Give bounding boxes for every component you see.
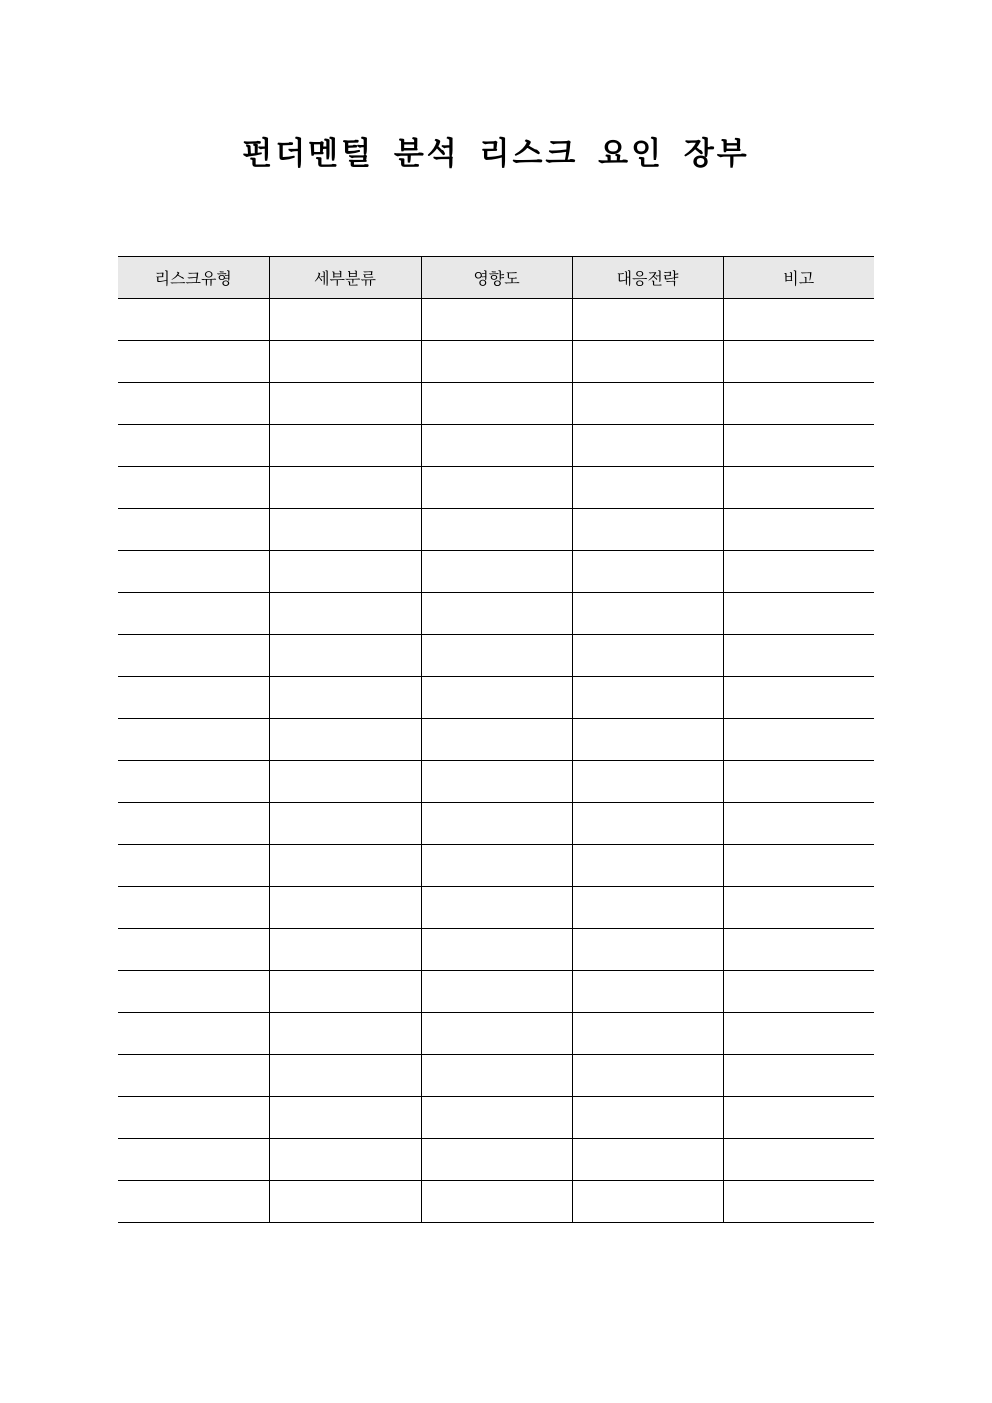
table-row	[118, 929, 874, 971]
table-cell-response-strategy[interactable]	[572, 1139, 723, 1181]
table-cell-risk-type[interactable]	[118, 425, 269, 467]
table-cell-impact[interactable]	[421, 635, 572, 677]
page-title: 펀더멘털 분석 리스크 요인 장부	[242, 136, 750, 172]
table-cell-response-strategy[interactable]	[572, 551, 723, 593]
table-cell-response-strategy[interactable]	[572, 341, 723, 383]
table-cell-response-strategy[interactable]	[572, 1013, 723, 1055]
table-cell-remarks[interactable]	[723, 1181, 874, 1223]
table-cell-response-strategy[interactable]	[572, 467, 723, 509]
table-cell-response-strategy[interactable]	[572, 803, 723, 845]
table-cell-remarks[interactable]	[723, 341, 874, 383]
table-cell-impact[interactable]	[421, 1055, 572, 1097]
table-cell-response-strategy[interactable]	[572, 887, 723, 929]
column-header-impact: 영향도	[421, 257, 572, 299]
table-cell-impact[interactable]	[421, 803, 572, 845]
table-cell-risk-type[interactable]	[118, 383, 269, 425]
table-cell-remarks[interactable]	[723, 1139, 874, 1181]
table-cell-risk-type[interactable]	[118, 803, 269, 845]
table-cell-remarks[interactable]	[723, 1097, 874, 1139]
table-cell-subcategory[interactable]	[269, 929, 421, 971]
table-cell-response-strategy[interactable]	[572, 971, 723, 1013]
table-cell-remarks[interactable]	[723, 845, 874, 887]
table-cell-remarks[interactable]	[723, 509, 874, 551]
table-cell-subcategory[interactable]	[269, 1139, 421, 1181]
table-cell-remarks[interactable]	[723, 887, 874, 929]
table-row	[118, 1097, 874, 1139]
table-row	[118, 1055, 874, 1097]
table-body	[118, 299, 874, 1223]
table-cell-remarks[interactable]	[723, 593, 874, 635]
table-cell-subcategory[interactable]	[269, 635, 421, 677]
table-row	[118, 509, 874, 551]
table-row	[118, 719, 874, 761]
table-cell-subcategory[interactable]	[269, 1013, 421, 1055]
table-cell-response-strategy[interactable]	[572, 1055, 723, 1097]
table-row	[118, 887, 874, 929]
table-row	[118, 383, 874, 425]
table-cell-subcategory[interactable]	[269, 1097, 421, 1139]
table-cell-risk-type[interactable]	[118, 299, 269, 341]
table-row	[118, 1013, 874, 1055]
table-cell-remarks[interactable]	[723, 299, 874, 341]
table-cell-impact[interactable]	[421, 761, 572, 803]
table-cell-risk-type[interactable]	[118, 341, 269, 383]
table-cell-response-strategy[interactable]	[572, 593, 723, 635]
table-cell-subcategory[interactable]	[269, 887, 421, 929]
table-cell-risk-type[interactable]	[118, 719, 269, 761]
table-cell-impact[interactable]	[421, 593, 572, 635]
table-cell-impact[interactable]	[421, 929, 572, 971]
table-cell-impact[interactable]	[421, 383, 572, 425]
table-cell-response-strategy[interactable]	[572, 1181, 723, 1223]
table-cell-response-strategy[interactable]	[572, 761, 723, 803]
table-cell-risk-type[interactable]	[118, 1181, 269, 1223]
table-cell-subcategory[interactable]	[269, 341, 421, 383]
table-cell-subcategory[interactable]	[269, 1181, 421, 1223]
table-cell-subcategory[interactable]	[269, 677, 421, 719]
table-row	[118, 299, 874, 341]
table-cell-impact[interactable]	[421, 425, 572, 467]
column-header-remarks: 비고	[723, 257, 874, 299]
table-cell-remarks[interactable]	[723, 719, 874, 761]
table-cell-response-strategy[interactable]	[572, 383, 723, 425]
table-cell-risk-type[interactable]	[118, 1013, 269, 1055]
table-cell-impact[interactable]	[421, 509, 572, 551]
table-cell-impact[interactable]	[421, 467, 572, 509]
table-row	[118, 551, 874, 593]
table-row	[118, 341, 874, 383]
table-cell-risk-type[interactable]	[118, 887, 269, 929]
table-row	[118, 677, 874, 719]
table-cell-remarks[interactable]	[723, 929, 874, 971]
table-cell-impact[interactable]	[421, 299, 572, 341]
table-cell-remarks[interactable]	[723, 761, 874, 803]
table-cell-risk-type[interactable]	[118, 635, 269, 677]
column-header-subcategory: 세부분류	[269, 257, 421, 299]
table-cell-risk-type[interactable]	[118, 677, 269, 719]
table-cell-risk-type[interactable]	[118, 929, 269, 971]
column-header-response-strategy: 대응전략	[572, 257, 723, 299]
table-cell-remarks[interactable]	[723, 551, 874, 593]
table-cell-remarks[interactable]	[723, 1055, 874, 1097]
table-cell-response-strategy[interactable]	[572, 1097, 723, 1139]
table-cell-risk-type[interactable]	[118, 551, 269, 593]
table-cell-subcategory[interactable]	[269, 593, 421, 635]
table-cell-response-strategy[interactable]	[572, 845, 723, 887]
table-header-row	[118, 257, 874, 299]
table-cell-impact[interactable]	[421, 551, 572, 593]
table-cell-impact[interactable]	[421, 1139, 572, 1181]
table-cell-impact[interactable]	[421, 341, 572, 383]
table-cell-subcategory[interactable]	[269, 803, 421, 845]
table-row	[118, 803, 874, 845]
table-cell-impact[interactable]	[421, 887, 572, 929]
column-header-risk-type: 리스크유형	[118, 257, 269, 299]
table-row	[118, 845, 874, 887]
table-cell-remarks[interactable]	[723, 803, 874, 845]
table-cell-risk-type[interactable]	[118, 1097, 269, 1139]
table-cell-response-strategy[interactable]	[572, 635, 723, 677]
table-cell-risk-type[interactable]	[118, 509, 269, 551]
table-cell-remarks[interactable]	[723, 677, 874, 719]
table-cell-impact[interactable]	[421, 1097, 572, 1139]
table-cell-response-strategy[interactable]	[572, 677, 723, 719]
risk-factor-table	[118, 256, 874, 1223]
table-cell-remarks[interactable]	[723, 425, 874, 467]
table-cell-subcategory[interactable]	[269, 719, 421, 761]
table-row	[118, 425, 874, 467]
table-cell-response-strategy[interactable]	[572, 929, 723, 971]
table-cell-subcategory[interactable]	[269, 425, 421, 467]
table-cell-remarks[interactable]	[723, 1013, 874, 1055]
table-cell-subcategory[interactable]	[269, 845, 421, 887]
table-cell-response-strategy[interactable]	[572, 299, 723, 341]
table-cell-remarks[interactable]	[723, 635, 874, 677]
table-cell-subcategory[interactable]	[269, 761, 421, 803]
table-cell-risk-type[interactable]	[118, 971, 269, 1013]
table-cell-risk-type[interactable]	[118, 845, 269, 887]
table-cell-risk-type[interactable]	[118, 593, 269, 635]
table-row	[118, 467, 874, 509]
table-cell-remarks[interactable]	[723, 383, 874, 425]
table-row	[118, 971, 874, 1013]
table-cell-impact[interactable]	[421, 1013, 572, 1055]
table-cell-subcategory[interactable]	[269, 509, 421, 551]
table-row	[118, 1181, 874, 1223]
table-cell-risk-type[interactable]	[118, 1055, 269, 1097]
table-row	[118, 593, 874, 635]
table-cell-subcategory[interactable]	[269, 383, 421, 425]
table-cell-response-strategy[interactable]	[572, 719, 723, 761]
table-cell-risk-type[interactable]	[118, 1139, 269, 1181]
table-cell-subcategory[interactable]	[269, 971, 421, 1013]
table-cell-impact[interactable]	[421, 845, 572, 887]
table-cell-risk-type[interactable]	[118, 467, 269, 509]
table-row	[118, 635, 874, 677]
table-cell-subcategory[interactable]	[269, 551, 421, 593]
table-cell-impact[interactable]	[421, 1181, 572, 1223]
table-cell-remarks[interactable]	[723, 971, 874, 1013]
table-cell-impact[interactable]	[421, 971, 572, 1013]
table-cell-remarks[interactable]	[723, 467, 874, 509]
table-cell-risk-type[interactable]	[118, 761, 269, 803]
table-cell-subcategory[interactable]	[269, 299, 421, 341]
table-row	[118, 761, 874, 803]
table-cell-impact[interactable]	[421, 677, 572, 719]
table-row	[118, 1139, 874, 1181]
table-cell-response-strategy[interactable]	[572, 509, 723, 551]
table-cell-impact[interactable]	[421, 719, 572, 761]
table-cell-subcategory[interactable]	[269, 467, 421, 509]
table-cell-response-strategy[interactable]	[572, 425, 723, 467]
table-cell-subcategory[interactable]	[269, 1055, 421, 1097]
